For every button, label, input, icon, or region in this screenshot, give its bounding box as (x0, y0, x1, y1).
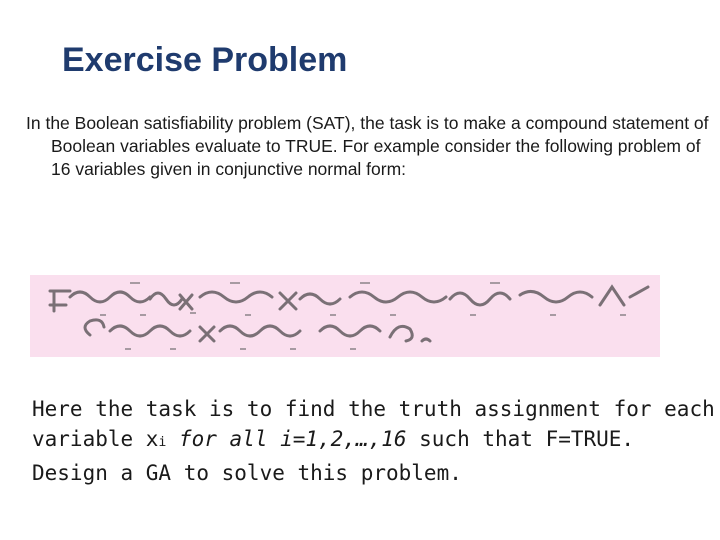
slide-title: Exercise Problem (62, 41, 348, 79)
task-line-2-suffix: such that F=TRUE. (406, 427, 635, 451)
cnf-formula-image (30, 275, 660, 357)
cnf-formula-graphic (30, 275, 660, 357)
task-line-2 (32, 424, 702, 458)
task-line-2-space (166, 427, 179, 451)
variable-subscript: i (158, 435, 167, 450)
task-line-3: Design a GA to solve this problem. (32, 461, 462, 485)
task-line-2-italic: for all i=1,2,…,16 (178, 427, 407, 451)
task-line-2-prefix: variable x (32, 427, 159, 451)
intro-paragraph: In the Boolean satisfiability problem (SAT), the task is to make a compound statement of Boolean variables evaluate to TRUE. For example consider the following problem of 16 variables given in conjunctive normal form: (26, 113, 709, 179)
task-line-1: Here the task is to find the truth assignment for each (32, 397, 715, 421)
task-paragraph (32, 394, 715, 488)
